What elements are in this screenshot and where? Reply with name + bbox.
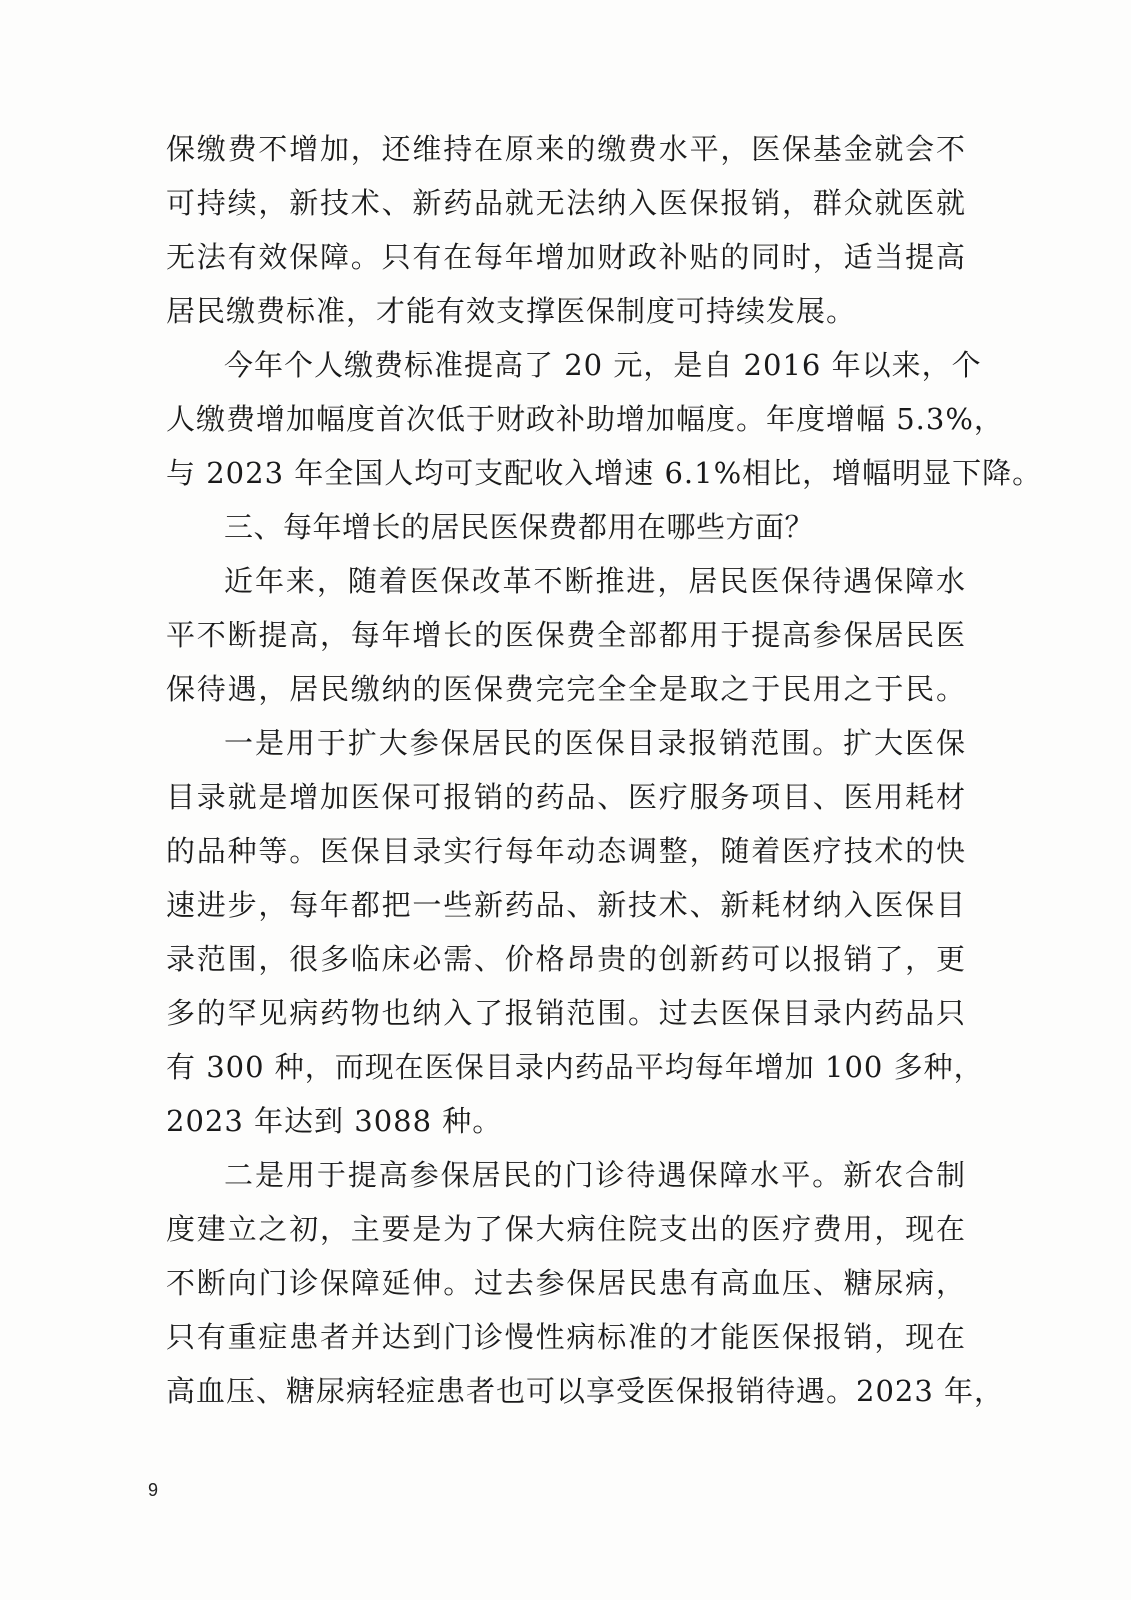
text-line: 一是用于扩大参保居民的医保目录报销范围。扩大医保 (224, 726, 966, 760)
text-line: 度建立之初，主要是为了保大病住院支出的医疗费用，现在 (166, 1212, 966, 1246)
text-line: 保缴费不增加，还维持在原来的缴费水平，医保基金就会不 (166, 132, 966, 166)
paragraph-5 (166, 1148, 1005, 1418)
text-line: 有 300 种，而现在医保目录内药品平均每年增加 100 多种， (166, 1050, 984, 1084)
text-line: 多的罕见病药物也纳入了报销范围。过去医保目录内药品只 (166, 996, 966, 1030)
paragraph-3 (166, 554, 966, 716)
text-line: 居民缴费标准，才能有效支撑医保制度可持续发展。 (166, 294, 857, 328)
text-line: 目录就是增加医保可报销的药品、医疗服务项目、医用耗材 (166, 780, 966, 814)
paragraph-4 (166, 716, 984, 1148)
text-line: 近年来，随着医保改革不断推进，居民医保待遇保障水 (224, 564, 966, 598)
text-line: 速进步，每年都把一些新药品、新技术、新耗材纳入医保目 (166, 888, 966, 922)
text-line: 不断向门诊保障延伸。过去参保居民患有高血压、糖尿病， (166, 1266, 966, 1300)
text-line: 无法有效保障。只有在每年增加财政补贴的同时，适当提高 (166, 240, 966, 274)
paragraph-1 (166, 122, 966, 338)
text-line: 高血压、糖尿病轻症患者也可以享受医保报销待遇。2023 年， (166, 1374, 1005, 1408)
text-line: 二是用于提高参保居民的门诊待遇保障水平。新农合制 (224, 1158, 966, 1192)
page-number: 9 (148, 1480, 159, 1500)
text-line: 人缴费增加幅度首次低于财政补助增加幅度。年度增幅 5.3%， (166, 402, 1004, 436)
text-line: 与 2023 年全国人均可支配收入增速 6.1%相比，增幅明显下降。 (166, 456, 1043, 490)
section-heading: 三、每年增长的居民医保费都用在哪些方面？ (224, 510, 815, 544)
text-line: 2023 年达到 3088 种。 (166, 1104, 503, 1138)
text-line: 录范围，很多临床必需、价格昂贵的创新药可以报销了，更 (166, 942, 966, 976)
body-text (166, 122, 1043, 1418)
text-line: 只有重症患者并达到门诊慢性病标准的才能医保报销，现在 (166, 1320, 966, 1354)
text-line: 的品种等。医保目录实行每年动态调整，随着医疗技术的快 (166, 834, 966, 868)
text-line: 今年个人缴费标准提高了 20 元，是自 2016 年以来，个 (224, 348, 982, 382)
text-line: 可持续，新技术、新药品就无法纳入医保报销，群众就医就 (166, 186, 966, 220)
text-line: 平不断提高，每年增长的医保费全部都用于提高参保居民医 (166, 618, 966, 652)
paragraph-2 (166, 338, 1043, 500)
text-line: 保待遇，居民缴纳的医保费完完全全是取之于民用之于民。 (166, 672, 966, 706)
